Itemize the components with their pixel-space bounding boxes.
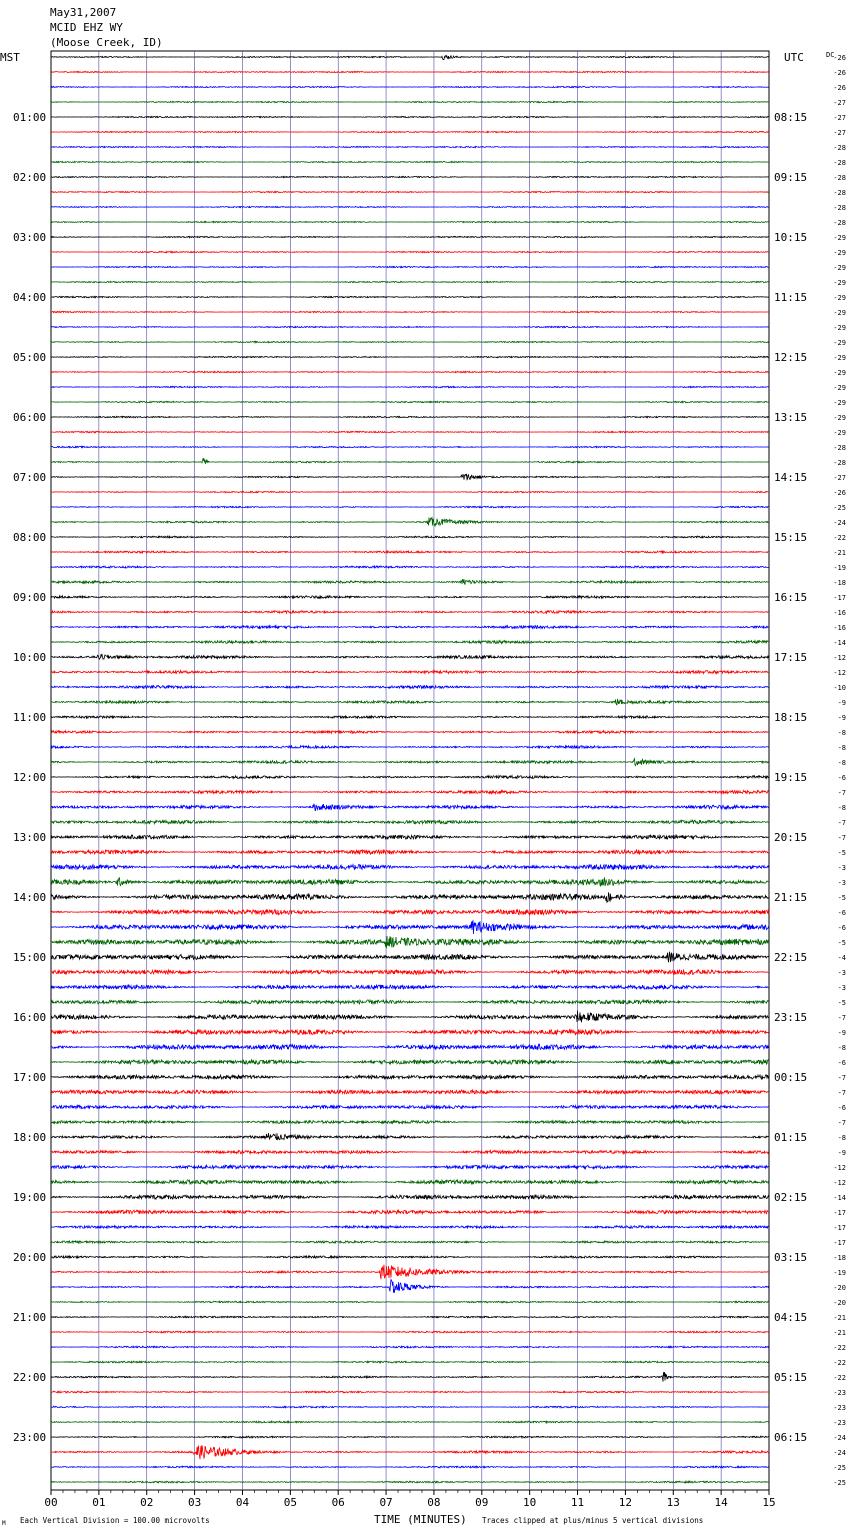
left-hour-label: 19:00 — [13, 1191, 47, 1204]
dc-offset-label: -24 — [833, 519, 846, 527]
x-tick-label: 14 — [714, 1496, 728, 1509]
seismic-trace — [51, 506, 769, 507]
dc-offset-label: -9 — [837, 699, 846, 707]
dc-offset-label: -7 — [837, 1014, 846, 1022]
right-hour-label: 17:15 — [774, 651, 808, 664]
dc-offset-label: -12 — [833, 1164, 846, 1172]
dc-offset-label: -21 — [833, 1329, 846, 1337]
seismic-trace — [51, 1436, 769, 1438]
dc-offset-label: -8 — [837, 1134, 846, 1142]
right-hour-label: 03:15 — [774, 1251, 808, 1264]
seismic-trace — [51, 221, 769, 222]
dc-offset-label: -29 — [833, 339, 846, 347]
dc-offset-label: -29 — [833, 279, 846, 287]
seismic-trace — [51, 716, 769, 718]
left-hour-label: 22:00 — [13, 1371, 47, 1384]
seismic-trace — [51, 1466, 769, 1468]
dc-offset-label: -7 — [837, 834, 846, 842]
header-date: May31,2007 — [50, 6, 117, 19]
seismic-trace — [51, 1256, 769, 1258]
seismic-trace — [51, 341, 769, 342]
dc-offset-label: -8 — [837, 729, 846, 737]
dc-offset-label: -23 — [833, 1389, 846, 1397]
dc-offset-label: -28 — [833, 459, 846, 467]
seismic-trace — [51, 1265, 769, 1280]
left-hour-label: 02:00 — [13, 171, 47, 184]
dc-offset-label: -28 — [833, 144, 846, 152]
seismic-trace — [51, 131, 769, 132]
seismic-trace — [51, 1060, 769, 1065]
seismic-trace — [51, 611, 769, 614]
seismic-trace — [51, 1121, 769, 1124]
seismic-trace — [51, 892, 769, 902]
dc-offset-label: -22 — [833, 1374, 846, 1382]
right-hour-label: 14:15 — [774, 471, 808, 484]
seismic-trace — [51, 596, 769, 598]
dc-offset-label: -7 — [837, 1119, 846, 1127]
dc-offset-label: -22 — [833, 1344, 846, 1352]
left-hour-label: 16:00 — [13, 1011, 47, 1024]
right-hour-label: 04:15 — [774, 1311, 808, 1324]
dc-offset-label: -29 — [833, 354, 846, 362]
left-hour-label: 23:00 — [13, 1431, 47, 1444]
x-tick-label: 07 — [379, 1496, 393, 1509]
seismic-trace — [51, 985, 769, 989]
seismic-trace — [51, 579, 769, 584]
seismic-trace — [51, 326, 769, 327]
dc-offset-label: -4 — [837, 954, 846, 962]
dc-offset-label: -8 — [837, 744, 846, 752]
seismic-trace — [51, 458, 769, 464]
dc-offset-label: -12 — [833, 654, 846, 662]
right-hour-label: 11:15 — [774, 291, 808, 304]
dc-offset-label: -3 — [837, 864, 846, 872]
seismic-trace — [51, 686, 769, 689]
seismic-trace — [51, 850, 769, 854]
seismic-trace — [51, 1346, 769, 1348]
seismic-trace — [51, 1406, 769, 1408]
dc-offset-label: -26 — [833, 84, 846, 92]
left-hour-label: 03:00 — [13, 231, 47, 244]
x-tick-label: 03 — [187, 1496, 202, 1509]
left-hour-label: 15:00 — [13, 951, 47, 964]
seismic-trace — [51, 1361, 769, 1363]
x-tick-label: 10 — [523, 1496, 537, 1509]
header-location: (Moose Creek, ID) — [50, 36, 163, 49]
left-hour-label: 08:00 — [13, 531, 47, 544]
dc-offset-label: -7 — [837, 1089, 846, 1097]
left-hour-label: 21:00 — [13, 1311, 47, 1324]
dc-offset-label: -25 — [833, 1464, 846, 1472]
x-tick-label: 04 — [235, 1496, 250, 1509]
dc-offset-label: -24 — [833, 1434, 846, 1442]
dc-offset-label: -29 — [833, 384, 846, 392]
x-axis-label: TIME (MINUTES) — [374, 1513, 467, 1526]
dc-offset-label: -6 — [837, 774, 846, 782]
dc-offset-label: -6 — [837, 909, 846, 917]
dc-offset-label: -6 — [837, 1059, 846, 1067]
dc-offset-label: -8 — [837, 804, 846, 812]
seismic-trace — [51, 1301, 769, 1303]
dc-offset-label: -10 — [833, 684, 846, 692]
seismic-trace — [51, 1150, 769, 1153]
right-hour-label: 10:15 — [774, 231, 808, 244]
seismic-trace — [51, 1226, 769, 1229]
dc-offset-label: -26 — [833, 54, 846, 62]
dc-offset-label: -18 — [833, 579, 846, 587]
seismic-trace — [51, 1090, 769, 1094]
left-hour-label: 18:00 — [13, 1131, 47, 1144]
seismic-trace — [51, 1029, 769, 1034]
dc-offset-label: -16 — [833, 624, 846, 632]
seismic-trace — [51, 909, 769, 914]
left-hour-label: 10:00 — [13, 651, 47, 664]
dc-label: DC — [826, 51, 835, 59]
x-tick-label: 12 — [618, 1496, 633, 1509]
dc-offset-label: -26 — [833, 69, 846, 77]
dc-offset-label: -17 — [833, 1239, 846, 1247]
dc-offset-label: -28 — [833, 174, 846, 182]
seismic-trace — [51, 820, 769, 824]
dc-offset-label: -27 — [833, 99, 846, 107]
dc-offset-label: -26 — [833, 489, 846, 497]
dc-offset-label: -24 — [833, 1449, 846, 1457]
dc-offset-label: -21 — [833, 1314, 846, 1322]
seismic-trace — [51, 311, 769, 312]
dc-offset-label: -29 — [833, 294, 846, 302]
x-tick-label: 01 — [92, 1496, 106, 1509]
right-hour-label: 00:15 — [774, 1071, 808, 1084]
right-hour-label: 09:15 — [774, 171, 808, 184]
dc-offset-label: -22 — [833, 534, 846, 542]
dc-offset-label: -17 — [833, 1209, 846, 1217]
dc-offset-label: -20 — [833, 1284, 846, 1292]
seismic-trace — [51, 517, 769, 525]
footer-left-mark: M — [2, 1520, 6, 1527]
seismic-trace — [51, 1280, 769, 1293]
seismic-trace — [51, 1044, 769, 1049]
seismic-trace — [51, 446, 769, 447]
dc-offset-label: -29 — [833, 309, 846, 317]
seismic-trace — [51, 641, 769, 644]
seismic-trace — [51, 55, 769, 59]
left-hour-label: 11:00 — [13, 711, 47, 724]
seismic-trace — [51, 1331, 769, 1333]
left-hour-label: 06:00 — [13, 411, 47, 424]
seismic-trace — [51, 1421, 769, 1423]
seismic-trace — [51, 699, 769, 705]
seismic-trace — [51, 936, 769, 948]
seismic-trace — [51, 1011, 769, 1023]
seismic-trace — [51, 654, 769, 659]
dc-offset-label: -5 — [837, 849, 846, 857]
seismic-trace — [51, 536, 769, 538]
seismic-trace — [51, 116, 769, 117]
seismic-trace — [51, 746, 769, 749]
seismic-trace — [51, 86, 769, 87]
dc-offset-label: -19 — [833, 1269, 846, 1277]
left-hour-label: 05:00 — [13, 351, 47, 364]
right-hour-label: 01:15 — [774, 1131, 808, 1144]
dc-offset-label: -28 — [833, 159, 846, 167]
seismic-trace — [51, 1105, 769, 1108]
seismic-trace — [51, 1241, 769, 1243]
seismic-trace — [51, 281, 769, 282]
x-tick-label: 15 — [762, 1496, 776, 1509]
seismic-trace — [51, 356, 769, 357]
dc-offset-label: -7 — [837, 819, 846, 827]
seismic-trace — [51, 551, 769, 553]
dc-offset-label: -29 — [833, 249, 846, 257]
right-hour-label: 22:15 — [774, 951, 808, 964]
seismic-trace — [51, 176, 769, 177]
left-hour-label: 09:00 — [13, 591, 47, 604]
right-hour-label: 05:15 — [774, 1371, 808, 1384]
seismic-trace — [51, 101, 769, 102]
dc-offset-label: -17 — [833, 594, 846, 602]
seismic-trace — [51, 266, 769, 267]
seismic-trace — [51, 71, 769, 72]
x-tick-label: 11 — [570, 1496, 585, 1509]
x-tick-label: 05 — [283, 1496, 297, 1509]
right-hour-label: 18:15 — [774, 711, 808, 724]
dc-offset-label: -18 — [833, 1254, 846, 1262]
dc-offset-label: -19 — [833, 564, 846, 572]
left-hour-label: 01:00 — [13, 111, 47, 124]
dc-offset-label: -22 — [833, 1359, 846, 1367]
x-tick-label: 06 — [331, 1496, 345, 1509]
right-hour-label: 15:15 — [774, 531, 808, 544]
dc-offset-label: -5 — [837, 999, 846, 1007]
seismic-trace — [51, 296, 769, 297]
right-hour-label: 06:15 — [774, 1431, 808, 1444]
seismic-trace — [51, 1316, 769, 1318]
dc-offset-label: -27 — [833, 129, 846, 137]
right-hour-label: 08:15 — [774, 111, 808, 124]
seismic-trace — [51, 431, 769, 432]
dc-offset-label: -12 — [833, 669, 846, 677]
dc-offset-label: -21 — [833, 549, 846, 557]
dc-offset-label: -29 — [833, 324, 846, 332]
dc-offset-label: -29 — [833, 414, 846, 422]
right-hour-label: 20:15 — [774, 831, 808, 844]
seismic-trace — [51, 731, 769, 734]
seismic-trace — [51, 671, 769, 674]
seismic-trace — [51, 626, 769, 629]
dc-offset-label: -28 — [833, 444, 846, 452]
dc-offset-label: -5 — [837, 939, 846, 947]
seismic-trace — [51, 474, 769, 480]
dc-offset-label: -8 — [837, 759, 846, 767]
right-hour-label: 16:15 — [774, 591, 808, 604]
dc-offset-label: -25 — [833, 1479, 846, 1487]
dc-offset-label: -9 — [837, 1029, 846, 1037]
footer-scale-note: Each Vertical Division = 100.00 microvolts — [20, 1516, 210, 1525]
seismic-trace — [51, 1481, 769, 1483]
left-timezone-label: MST — [0, 51, 20, 64]
right-hour-label: 23:15 — [774, 1011, 808, 1024]
seismic-trace — [51, 386, 769, 387]
seismic-trace — [51, 1075, 769, 1079]
seismic-trace — [51, 1000, 769, 1004]
seismic-trace — [51, 790, 769, 793]
left-hour-label: 13:00 — [13, 831, 47, 844]
dc-offset-label: -29 — [833, 369, 846, 377]
dc-offset-label: -23 — [833, 1419, 846, 1427]
dc-offset-label: -3 — [837, 969, 846, 977]
left-hour-label: 20:00 — [13, 1251, 47, 1264]
dc-offset-label: -28 — [833, 219, 846, 227]
seismic-trace — [51, 1165, 769, 1168]
seismic-trace — [51, 1133, 769, 1140]
left-hour-label: 14:00 — [13, 891, 47, 904]
right-hour-label: 02:15 — [774, 1191, 808, 1204]
seismic-trace — [51, 1180, 769, 1184]
right-hour-label: 19:15 — [774, 771, 808, 784]
dc-offset-label: -27 — [833, 114, 846, 122]
seismic-trace — [51, 921, 769, 934]
dc-offset-label: -29 — [833, 399, 846, 407]
header-station: MCID EHZ WY — [50, 21, 123, 34]
dc-offset-label: -17 — [833, 1224, 846, 1232]
seismic-trace — [51, 952, 769, 963]
dc-offset-label: -3 — [837, 984, 846, 992]
x-tick-label: 09 — [475, 1496, 489, 1509]
right-timezone-label: UTC — [784, 51, 804, 64]
dc-offset-label: -3 — [837, 879, 846, 887]
x-tick-label: 08 — [427, 1496, 441, 1509]
seismic-trace — [51, 878, 769, 886]
seismic-trace — [51, 251, 769, 252]
dc-offset-label: -12 — [833, 1179, 846, 1187]
seismic-trace — [51, 206, 769, 207]
seismic-trace — [51, 566, 769, 568]
dc-offset-label: -16 — [833, 609, 846, 617]
seismic-trace — [51, 371, 769, 372]
dc-offset-label: -6 — [837, 924, 846, 932]
dc-offset-label: -28 — [833, 204, 846, 212]
dc-offset-label: -29 — [833, 234, 846, 242]
dc-offset-label: -23 — [833, 1404, 846, 1412]
seismic-trace — [51, 1372, 769, 1382]
seismic-trace — [51, 191, 769, 192]
footer-clip-note: Traces clipped at plus/minus 5 vertical divisions — [482, 1516, 704, 1525]
dc-offset-label: -9 — [837, 1149, 846, 1157]
x-tick-label: 00 — [44, 1496, 58, 1509]
dc-offset-label: -25 — [833, 504, 846, 512]
seismic-trace — [51, 1445, 769, 1459]
dc-offset-label: -20 — [833, 1299, 846, 1307]
seismic-trace — [51, 1195, 769, 1199]
left-hour-label: 04:00 — [13, 291, 47, 304]
dc-offset-label: -29 — [833, 264, 846, 272]
dc-offset-label: -8 — [837, 1044, 846, 1052]
dc-offset-label: -29 — [833, 429, 846, 437]
seismic-trace — [51, 776, 769, 779]
dc-offset-label: -9 — [837, 714, 846, 722]
left-hour-label: 12:00 — [13, 771, 47, 784]
seismic-trace — [51, 1210, 769, 1214]
seismic-trace — [51, 146, 769, 147]
dc-offset-label: -7 — [837, 1074, 846, 1082]
seismic-trace — [51, 865, 769, 870]
seismic-trace — [51, 401, 769, 402]
seismic-trace — [51, 804, 769, 811]
x-tick-label: 02 — [140, 1496, 154, 1509]
seismic-trace — [51, 161, 769, 162]
right-hour-label: 21:15 — [774, 891, 808, 904]
dc-offset-label: -7 — [837, 789, 846, 797]
seismic-trace — [51, 759, 769, 766]
x-tick-label: 13 — [666, 1496, 680, 1509]
right-hour-label: 12:15 — [774, 351, 808, 364]
left-hour-label: 17:00 — [13, 1071, 47, 1084]
dc-offset-label: -5 — [837, 894, 846, 902]
dc-offset-label: -14 — [833, 1194, 846, 1202]
seismic-trace — [51, 1391, 769, 1393]
seismic-trace — [51, 835, 769, 839]
dc-offset-label: -27 — [833, 474, 846, 482]
dc-offset-label: -14 — [833, 639, 846, 647]
dc-offset-label: -28 — [833, 189, 846, 197]
seismic-trace — [51, 970, 769, 975]
seismic-trace — [51, 416, 769, 417]
seismic-trace — [51, 491, 769, 492]
seismic-trace — [51, 236, 769, 237]
left-hour-label: 07:00 — [13, 471, 47, 484]
right-hour-label: 13:15 — [774, 411, 808, 424]
dc-offset-label: -6 — [837, 1104, 846, 1112]
